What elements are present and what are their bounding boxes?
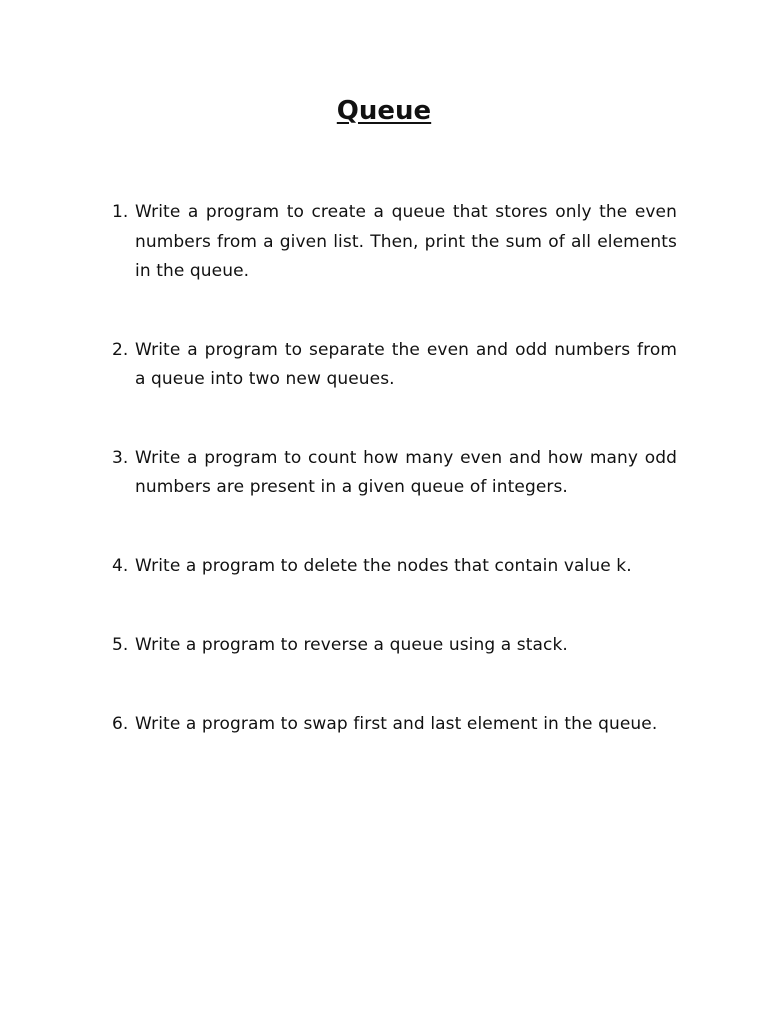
question-item-4: [108, 552, 677, 582]
question-number: 3.: [112, 447, 129, 468]
question-text: Write a program to count how many even and how many odd numbers are present in a given queue of integers.: [135, 447, 677, 497]
question-text: Write a program to reverse a queue using a stack.: [135, 635, 568, 655]
question-number: 5.: [112, 635, 129, 655]
question-text: Write a program to separate the even and odd numbers from a queue into two new queues.: [135, 339, 677, 389]
question-number: 4.: [112, 555, 129, 576]
question-item-5: [108, 631, 677, 661]
question-item-6: [108, 710, 677, 740]
question-item-1: [108, 198, 677, 287]
question-list: [108, 198, 677, 739]
question-item-3: [108, 444, 677, 503]
question-item-2: [108, 336, 677, 395]
question-text: Write a program to swap first and last element in the queue.: [135, 713, 658, 734]
question-number: 6.: [112, 713, 129, 734]
question-text: Write a program to create a queue that stores only the even numbers from a given list. Then, print the sum of all elements in the queue.: [135, 202, 677, 281]
question-text: Write a program to delete the nodes that contain value k.: [135, 555, 632, 576]
page-title: Queue: [336, 96, 432, 126]
question-number: 1.: [112, 202, 129, 222]
question-number: 2.: [112, 339, 129, 360]
